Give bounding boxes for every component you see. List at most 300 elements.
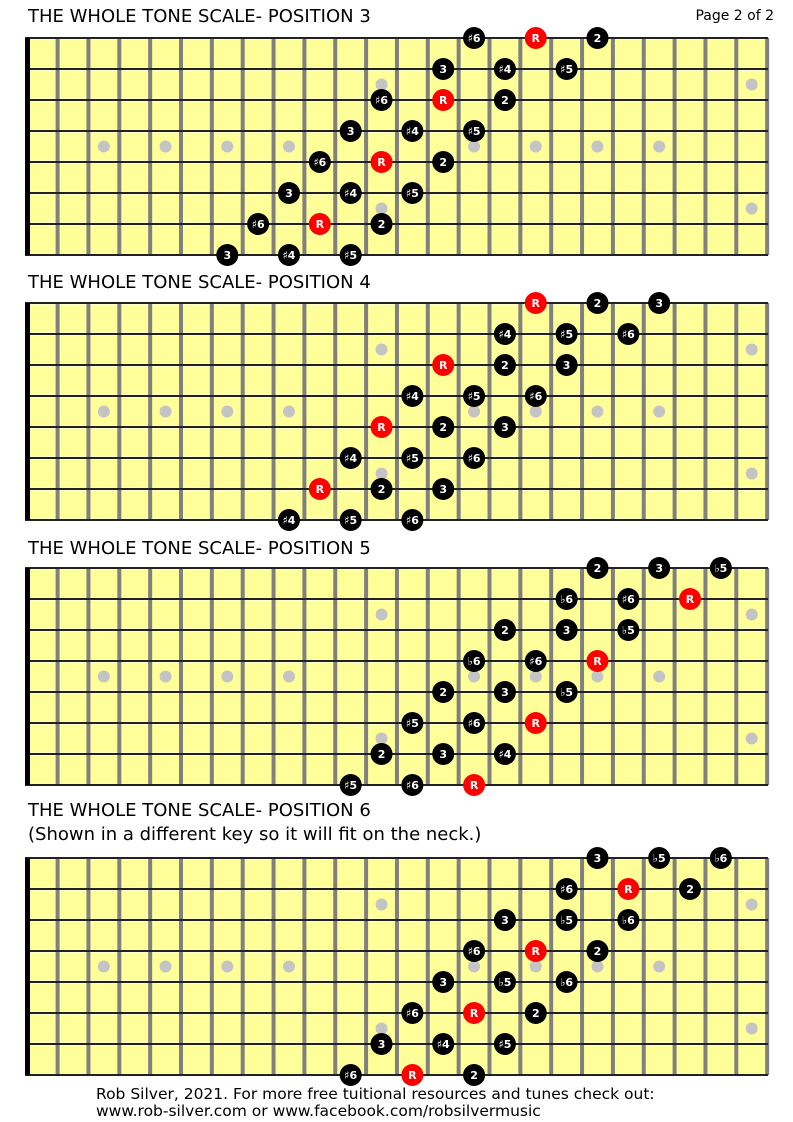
note-label: ♯6 [405, 514, 419, 527]
fret-wire [179, 858, 183, 1075]
note-label: 3 [562, 624, 571, 637]
fret-wire [611, 568, 615, 785]
fretboard-row [30, 195, 768, 223]
inlay-dot [591, 406, 603, 418]
fretboard-diagram-3 [25, 556, 768, 790]
inlay-dot [221, 671, 233, 683]
note-label: ♯4 [405, 125, 419, 138]
fret-wire [580, 38, 584, 255]
fretboard-row [30, 601, 768, 629]
inlay-dot [746, 899, 758, 911]
scale-note-marker [340, 774, 362, 796]
scale-note-marker [401, 385, 423, 407]
fret-wire [426, 568, 430, 785]
string-line [25, 1074, 768, 1076]
note-label: 3 [346, 125, 355, 138]
fret-wire [518, 858, 522, 1075]
string-line [25, 333, 768, 335]
fret-wire [611, 303, 615, 520]
scale-note-marker [710, 557, 732, 579]
note-label: 2 [686, 883, 694, 896]
note-label: 2 [377, 748, 386, 761]
scale-note-marker [401, 120, 423, 142]
fret-wire [457, 303, 461, 520]
nut [25, 568, 30, 785]
note-label: ♯6 [405, 779, 419, 792]
note-label: ♯6 [560, 883, 574, 896]
fret-wire [364, 38, 368, 255]
fret-wire [611, 858, 615, 1075]
fretboard-svg [25, 291, 768, 525]
note-label: R [531, 32, 541, 45]
scale-note-marker [463, 650, 485, 672]
fretboard-row [30, 429, 768, 457]
fret-wire [395, 303, 399, 520]
note-label: R [531, 945, 541, 958]
note-label: ♯5 [560, 328, 574, 341]
note-label: 3 [501, 914, 509, 927]
scale-note-marker [494, 416, 516, 438]
fret-wire [703, 38, 707, 255]
fret-wire [549, 303, 553, 520]
root-note-marker [309, 213, 331, 235]
note-label: ♯6 [313, 156, 327, 169]
scale-note-marker [648, 557, 670, 579]
fret-wire [117, 38, 121, 255]
note-label: ♯4 [436, 1038, 450, 1051]
scale-note-marker [710, 847, 732, 869]
fretboard-row [30, 71, 768, 99]
note-label: ♭5 [714, 562, 728, 575]
inlay-dot [221, 406, 233, 418]
fret-wire [117, 568, 121, 785]
fret-wire [86, 568, 90, 785]
fret-wire [673, 303, 677, 520]
root-note-marker [371, 416, 393, 438]
inlay-dot [160, 671, 172, 683]
scale-note-marker [432, 971, 454, 993]
string-line [25, 950, 768, 952]
note-label: 3 [285, 187, 293, 200]
fret-wire [241, 38, 245, 255]
string-line [25, 919, 768, 921]
note-label: R [469, 1007, 479, 1020]
fret-wire [302, 858, 306, 1075]
note-label: ♯5 [467, 390, 481, 403]
note-label: ♯4 [498, 748, 512, 761]
note-label: ♯4 [344, 452, 358, 465]
note-label: ♯5 [344, 514, 358, 527]
note-label: ♯6 [467, 945, 481, 958]
note-label: ♭6 [560, 976, 574, 989]
scale-note-marker [432, 743, 454, 765]
string-line [25, 488, 768, 490]
scale-note-marker [648, 292, 670, 314]
nut [25, 303, 30, 520]
note-label: ♯6 [467, 452, 481, 465]
scale-note-marker [648, 847, 670, 869]
note-label: 2 [593, 297, 602, 310]
fretboard-row [30, 694, 768, 722]
note-label: ♯5 [560, 63, 574, 76]
fret-wire [333, 38, 337, 255]
inlay-dot [221, 961, 233, 973]
scale-note-marker [494, 1033, 516, 1055]
string-line [25, 629, 768, 631]
fret-wire [56, 568, 60, 785]
fret-wire [703, 303, 707, 520]
note-label: 2 [470, 1069, 478, 1082]
scale-note-marker [340, 1064, 362, 1086]
note-label: 2 [593, 945, 602, 958]
scale-note-marker [494, 743, 516, 765]
inlay-dot [376, 733, 388, 745]
fretboard-row [30, 984, 768, 1012]
note-label: ♯4 [498, 63, 512, 76]
fret-wire [86, 303, 90, 520]
inlay-dot [591, 961, 603, 973]
note-label: R [624, 883, 633, 896]
note-label: 3 [223, 249, 232, 262]
fret-wire [302, 568, 306, 785]
fret-wire [488, 303, 492, 520]
fret-wire [148, 858, 152, 1075]
scale-note-marker [679, 878, 701, 900]
fretboard-row [30, 1015, 768, 1043]
scale-note-marker [432, 58, 454, 80]
fret-wire [673, 568, 677, 785]
note-label: ♭5 [498, 976, 512, 989]
scale-note-marker [463, 447, 485, 469]
string-line [25, 753, 768, 755]
root-note-marker [371, 151, 393, 173]
inlay-dot [283, 406, 295, 418]
inlay-dot [376, 344, 388, 356]
scale-note-marker [371, 89, 393, 111]
inlay-dot [468, 406, 480, 418]
scale-note-marker [525, 385, 547, 407]
fret-wire [302, 38, 306, 255]
string-line [25, 519, 768, 521]
scale-note-marker [556, 619, 578, 641]
string-line [25, 254, 768, 256]
note-label: 2 [439, 686, 448, 699]
note-label: ♯5 [405, 717, 419, 730]
fret-wire [179, 38, 183, 255]
fret-wire [488, 38, 492, 255]
fret-wire [765, 568, 769, 785]
fret-wire [549, 38, 553, 255]
scale-note-marker [556, 681, 578, 703]
root-note-marker [401, 1064, 423, 1086]
scale-note-marker [401, 447, 423, 469]
inlay-dot [653, 671, 665, 683]
root-note-marker [525, 27, 547, 49]
note-label: ♯5 [344, 249, 358, 262]
root-note-marker [617, 878, 639, 900]
fret-wire [765, 303, 769, 520]
string-line [25, 161, 768, 163]
inlay-dot [221, 141, 233, 153]
scale-note-marker [371, 478, 393, 500]
fret-wire [518, 568, 522, 785]
scale-note-marker [586, 27, 608, 49]
note-label: R [593, 655, 602, 668]
fret-wire [611, 38, 615, 255]
fretboard-diagram-1 [25, 26, 768, 260]
fretboard-diagram-2 [25, 291, 768, 525]
fret-wire [210, 858, 214, 1075]
fretboard-row [30, 164, 768, 192]
scale-note-marker [617, 588, 639, 610]
inlay-dot [653, 406, 665, 418]
inlay-dot [160, 141, 172, 153]
fret-wire [673, 858, 677, 1075]
fret-wire [457, 38, 461, 255]
fretboard-svg [25, 26, 768, 260]
string-line [25, 981, 768, 983]
scale-note-marker [432, 151, 454, 173]
note-label: ♭5 [621, 624, 635, 637]
note-label: 3 [439, 483, 448, 496]
inlay-dot [98, 961, 110, 973]
fret-wire [117, 858, 121, 1075]
note-label: 3 [655, 562, 664, 575]
inlay-dot [530, 671, 542, 683]
note-label: ♯6 [467, 32, 481, 45]
note-label: ♯6 [344, 1069, 358, 1082]
fret-wire [549, 858, 553, 1075]
scale-note-marker [586, 940, 608, 962]
root-note-marker [586, 650, 608, 672]
note-label: 2 [439, 421, 448, 434]
note-label: 3 [439, 63, 448, 76]
fret-wire [272, 38, 276, 255]
scale-note-marker [556, 909, 578, 931]
string-line [25, 37, 768, 39]
inlay-dot [468, 961, 480, 973]
fret-wire [734, 568, 738, 785]
scale-note-marker [371, 1033, 393, 1055]
fretboard-row [30, 725, 768, 753]
fret-wire [765, 38, 769, 255]
string-line [25, 722, 768, 724]
scale-note-marker [340, 244, 362, 266]
scale-note-marker [401, 774, 423, 796]
fret-wire [457, 858, 461, 1075]
note-label: 3 [439, 976, 448, 989]
scale-note-marker [556, 354, 578, 376]
fret-wire [580, 568, 584, 785]
note-label: R [315, 483, 325, 496]
footer-credits [96, 1086, 655, 1120]
note-label: 2 [531, 1007, 540, 1020]
fret-wire [488, 568, 492, 785]
note-label: ♯5 [344, 779, 358, 792]
inlay-dot [376, 1023, 388, 1035]
scale-note-marker [494, 909, 516, 931]
note-label: ♭5 [560, 686, 574, 699]
fret-wire [117, 303, 121, 520]
fretboard-row [30, 460, 768, 488]
note-label: ♭6 [714, 852, 728, 865]
string-line [25, 784, 768, 786]
string-line [25, 130, 768, 132]
inlay-dot [376, 468, 388, 480]
inlay-dot [283, 671, 295, 683]
diagram-4-title: THE WHOLE TONE SCALE- POSITION 6 [28, 800, 371, 821]
fret-wire [148, 38, 152, 255]
fret-wire [56, 858, 60, 1075]
fret-wire [395, 38, 399, 255]
scale-note-marker [494, 89, 516, 111]
note-label: R [531, 717, 541, 730]
nut [25, 858, 30, 1075]
diagram-2-title: THE WHOLE TONE SCALE- POSITION 4 [28, 272, 371, 293]
scale-note-marker [340, 120, 362, 142]
note-label: R [408, 1069, 417, 1082]
inlay-dot [746, 733, 758, 745]
scale-note-marker [463, 385, 485, 407]
scale-note-marker [340, 447, 362, 469]
fretboard-row [30, 491, 768, 519]
note-label: 2 [377, 483, 386, 496]
root-note-marker [525, 712, 547, 734]
scale-note-marker [463, 712, 485, 734]
fretboard-row [30, 922, 768, 950]
diagram-3-title: THE WHOLE TONE SCALE- POSITION 5 [28, 538, 371, 559]
scale-note-marker [309, 151, 331, 173]
fret-wire [56, 38, 60, 255]
fretboard-row [30, 367, 768, 395]
scale-note-marker [463, 27, 485, 49]
scale-note-marker [401, 509, 423, 531]
fret-wire [395, 858, 399, 1075]
string-line [25, 426, 768, 428]
fretboard-row [30, 102, 768, 130]
inlay-dot [283, 141, 295, 153]
note-label: R [315, 218, 325, 231]
fret-wire [703, 858, 707, 1075]
fret-wire [426, 38, 430, 255]
inlay-dot [530, 961, 542, 973]
fret-wire [364, 568, 368, 785]
note-label: 3 [501, 686, 509, 699]
note-label: ♭6 [467, 655, 481, 668]
string-line [25, 457, 768, 459]
inlay-dot [160, 406, 172, 418]
root-note-marker [463, 1002, 485, 1024]
fret-wire [241, 858, 245, 1075]
scale-note-marker [525, 1002, 547, 1024]
scale-note-marker [494, 619, 516, 641]
fretboard-svg [25, 846, 768, 1080]
note-label: ♯6 [529, 655, 543, 668]
note-label: 2 [501, 359, 509, 372]
scale-note-marker [401, 182, 423, 204]
string-line [25, 1043, 768, 1045]
footer-line-links: www.rob-silver.com or www.facebook.com/robsilvermusic [96, 1102, 541, 1120]
note-label: R [377, 156, 386, 169]
fret-wire [426, 858, 430, 1075]
fret-wire [210, 568, 214, 785]
string-line [25, 660, 768, 662]
note-label: ♯5 [498, 1038, 512, 1051]
fretboard-row [30, 40, 768, 68]
string-line [25, 192, 768, 194]
note-label: R [438, 94, 448, 107]
fret-wire [457, 568, 461, 785]
root-note-marker [309, 478, 331, 500]
string-line [25, 99, 768, 101]
scale-note-marker [401, 1002, 423, 1024]
scale-note-marker [371, 743, 393, 765]
string-line [25, 223, 768, 225]
note-label: ♭5 [560, 914, 574, 927]
scale-note-marker [371, 213, 393, 235]
inlay-dot [98, 141, 110, 153]
diagram-4-subtitle: (Shown in a different key so it will fit on the neck.) [28, 824, 482, 845]
note-label: ♯6 [251, 218, 265, 231]
note-label: 3 [439, 748, 448, 761]
fret-wire [364, 858, 368, 1075]
note-label: R [377, 421, 386, 434]
scale-note-marker [494, 354, 516, 376]
fret-wire [241, 568, 245, 785]
fret-wire [241, 303, 245, 520]
note-label: ♯6 [529, 390, 543, 403]
fret-wire [580, 303, 584, 520]
fret-wire [210, 38, 214, 255]
note-label: ♭6 [621, 914, 635, 927]
fret-wire [518, 38, 522, 255]
fretboard-row [30, 756, 768, 784]
inlay-dot [283, 961, 295, 973]
fret-wire [518, 303, 522, 520]
nut [25, 38, 30, 255]
scale-note-marker [556, 971, 578, 993]
note-label: ♯5 [467, 125, 481, 138]
note-label: ♯4 [344, 187, 358, 200]
root-note-marker [679, 588, 701, 610]
fretboard-diagram-4 [25, 846, 768, 1080]
inlay-dot [376, 79, 388, 91]
fret-wire [395, 568, 399, 785]
inlay-dot [746, 609, 758, 621]
note-label: R [685, 593, 695, 606]
note-label: ♯6 [405, 1007, 419, 1020]
note-label: 2 [501, 94, 509, 107]
fretboard-svg [25, 556, 768, 790]
fret-wire [210, 303, 214, 520]
fret-wire [179, 568, 183, 785]
root-note-marker [525, 940, 547, 962]
note-label: ♯6 [467, 717, 481, 730]
scale-note-marker [432, 681, 454, 703]
footer-line-credit: Rob Silver, 2021. For more free tuitional resources and tunes check out: [96, 1085, 655, 1103]
scale-note-marker [525, 650, 547, 672]
fretboard-row [30, 632, 768, 660]
fret-wire [179, 303, 183, 520]
scale-note-marker [617, 909, 639, 931]
note-label: 3 [655, 297, 664, 310]
inlay-dot [591, 671, 603, 683]
fret-wire [703, 568, 707, 785]
inlay-dot [746, 79, 758, 91]
note-label: 3 [562, 359, 571, 372]
scale-note-marker [401, 712, 423, 734]
scale-note-marker [617, 323, 639, 345]
